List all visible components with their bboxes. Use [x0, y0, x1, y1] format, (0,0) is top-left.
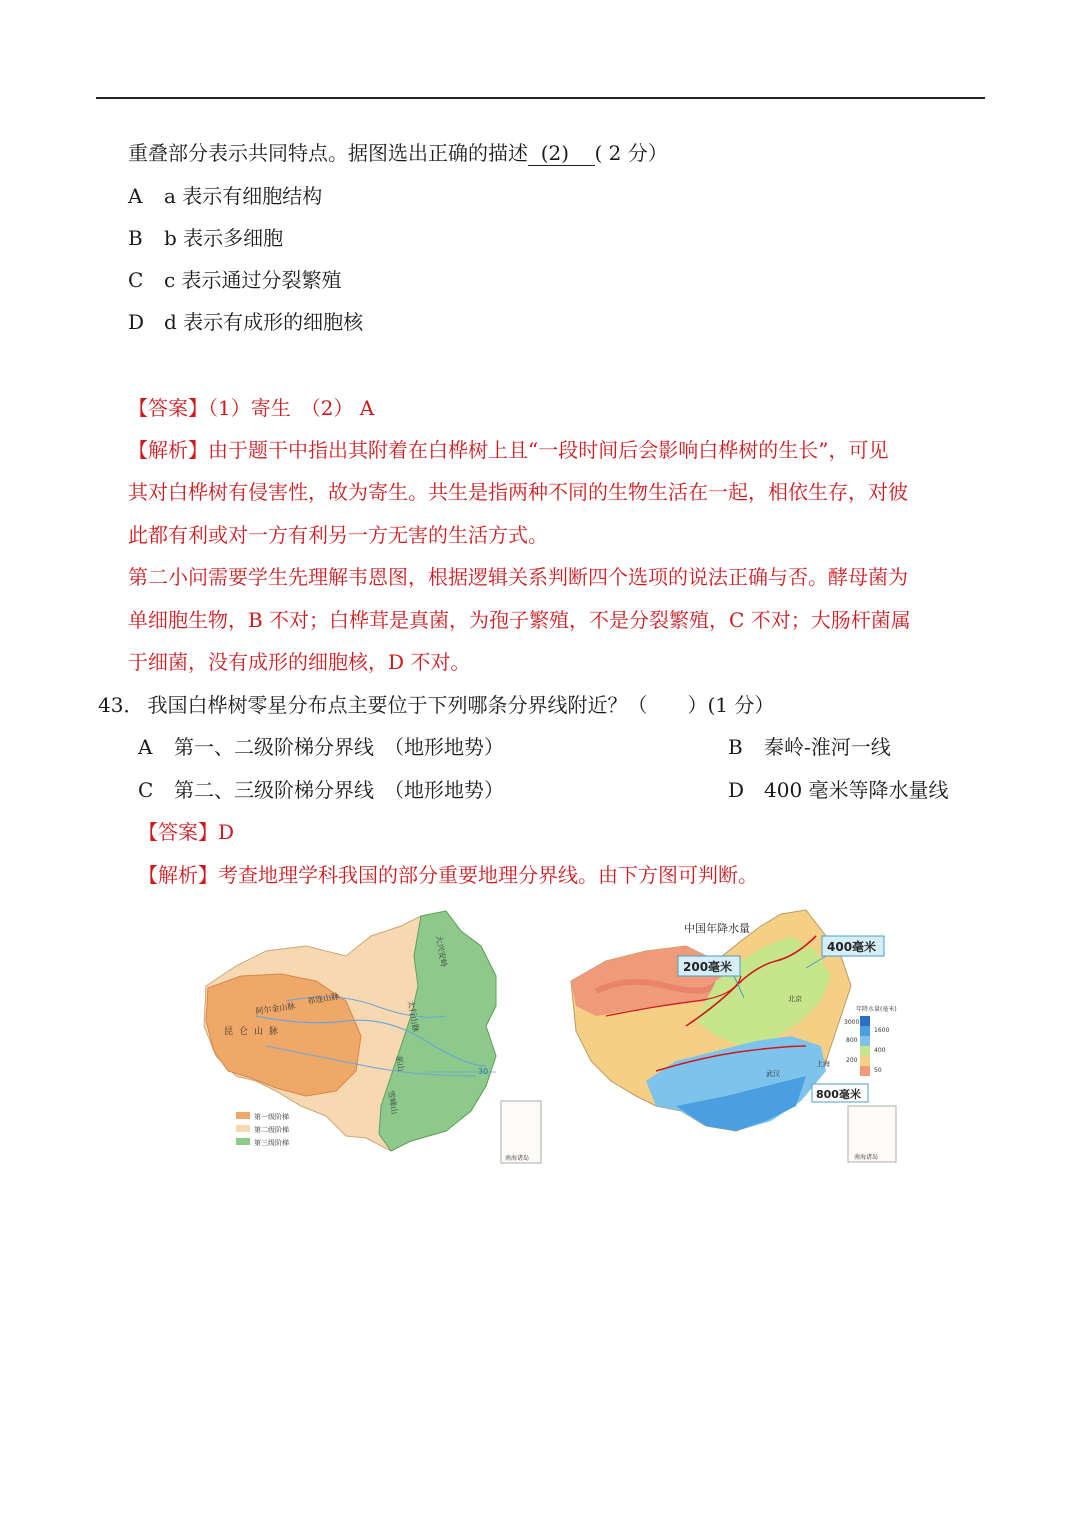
- city-label: 武汉: [766, 1070, 780, 1078]
- q42-analysis-line: 其对白桦树有侵害性，故为寄生。共生是指两种不同的生物生活在一起，相依生存，对彼: [128, 480, 908, 504]
- legend-value: 50: [874, 1067, 882, 1074]
- option-letter: C: [128, 268, 144, 292]
- terrain-label: 巫山: [394, 1054, 406, 1073]
- header-rule: [96, 97, 985, 99]
- q43-stem-text: 我国白桦树零星分布点主要位于下列哪条分界线附近？（ ）(1 分）: [147, 693, 775, 717]
- option-letter: B: [728, 735, 743, 759]
- terrain-label: 祁连山脉: [306, 991, 340, 1006]
- callout-800mm: 800毫米: [816, 1088, 861, 1101]
- q43-answer: 【答案】D: [138, 820, 235, 844]
- q42-option-b: [128, 223, 283, 253]
- callout-200mm: 200毫米: [683, 960, 733, 974]
- legend-value: 3000: [844, 1019, 860, 1026]
- q42-answer: 【答案】（1）寄生 （2） A: [128, 396, 375, 420]
- q43-analysis: 【解析】考查地理学科我国的部分重要地理分界线。由下方图可判断。: [138, 863, 758, 887]
- callout-400mm: 400毫米: [827, 940, 877, 954]
- latitude-label: 30: [478, 1067, 489, 1076]
- legend-label: 第三级阶梯: [254, 1139, 289, 1147]
- q42-analysis-line: 单细胞生物，B 不对；白桦茸是真菌，为孢子繁殖，不是分裂繁殖，C 不对；大肠杆菌属: [128, 608, 911, 632]
- terrain-label: 阿尔金山脉: [255, 1001, 296, 1016]
- terrain-map-image: [196, 906, 546, 1168]
- option-text: d 表示有成形的细胞核: [164, 310, 364, 334]
- city-label: 上海: [816, 1060, 830, 1068]
- legend-value: 200: [846, 1057, 858, 1064]
- option-text: b 表示多细胞: [164, 226, 284, 250]
- q42-analysis-line: 第二小问需要学生先理解韦恩图，根据逻辑关系判断四个选项的说法正确与否。酵母菌为: [128, 565, 908, 589]
- q43-option-b: [728, 732, 891, 762]
- option-text: a 表示有细胞结构: [164, 184, 323, 208]
- option-letter: A: [128, 184, 143, 208]
- legend-value: 800: [846, 1037, 858, 1044]
- option-text: 第一、二级阶梯分界线 （地形地势）: [174, 735, 504, 759]
- option-letter: D: [128, 310, 145, 334]
- terrain-label: 昆仑山脉: [224, 1027, 285, 1037]
- q43-stem: [98, 690, 774, 720]
- option-text: c 表示通过分裂繁殖: [164, 268, 342, 292]
- option-letter: D: [728, 778, 745, 802]
- city-label: 北京: [788, 995, 802, 1003]
- legend-label: 第一级阶梯: [254, 1113, 289, 1121]
- legend-value: 1600: [874, 1027, 890, 1034]
- q42-blank: (2): [528, 141, 595, 166]
- q42-option-a: [128, 181, 322, 211]
- q42-option-c: [128, 265, 342, 295]
- option-text: 第二、三级阶梯分界线 （地形地势）: [174, 778, 504, 802]
- terrain-label: 雪峰山: [386, 1089, 400, 1115]
- inset-label: 南海诸岛: [854, 1154, 879, 1161]
- q42-analysis-line: 【解析】由于题干中指出其附着在白桦树上且“一段时间后会影响白桦树的生长”，可见: [128, 438, 889, 462]
- question-number: 43．: [98, 693, 144, 717]
- legend-label: 第二级阶梯: [254, 1126, 289, 1134]
- terrain-label: 太行山脉: [406, 999, 421, 1033]
- inset-label: 南海诸岛: [505, 1155, 530, 1162]
- terrain-map: [196, 906, 546, 1168]
- option-letter: C: [138, 778, 154, 802]
- option-letter: B: [128, 226, 143, 250]
- legend-value: 400: [874, 1047, 886, 1054]
- q42-analysis-line: 于细菌，没有成形的细胞核，D 不对。: [128, 650, 471, 674]
- q43-option-d: [728, 775, 949, 805]
- terrain-label: 大兴安岭: [434, 934, 449, 968]
- q42-option-d: [128, 307, 363, 337]
- q43-option-c: [138, 775, 504, 805]
- legend-title: 年降水量(毫米): [856, 1006, 897, 1013]
- option-letter: A: [138, 735, 153, 759]
- q42-stem-text: 重叠部分表示共同特点。据图选出正确的描述: [128, 141, 528, 165]
- rainfall-map-image: [566, 906, 928, 1168]
- option-text: 秦岭-淮河一线: [764, 735, 891, 759]
- q43-option-a: [138, 732, 504, 762]
- rainfall-map: [566, 906, 928, 1168]
- rainfall-map-title: 中国年降水量: [684, 922, 750, 935]
- q42-stem: [128, 138, 668, 168]
- q42-analysis-line: 此都有利或对一方有利另一方无害的生活方式。: [128, 523, 548, 547]
- q42-score: ( 2 分）: [594, 141, 668, 165]
- option-text: 400 毫米等降水量线: [764, 778, 949, 802]
